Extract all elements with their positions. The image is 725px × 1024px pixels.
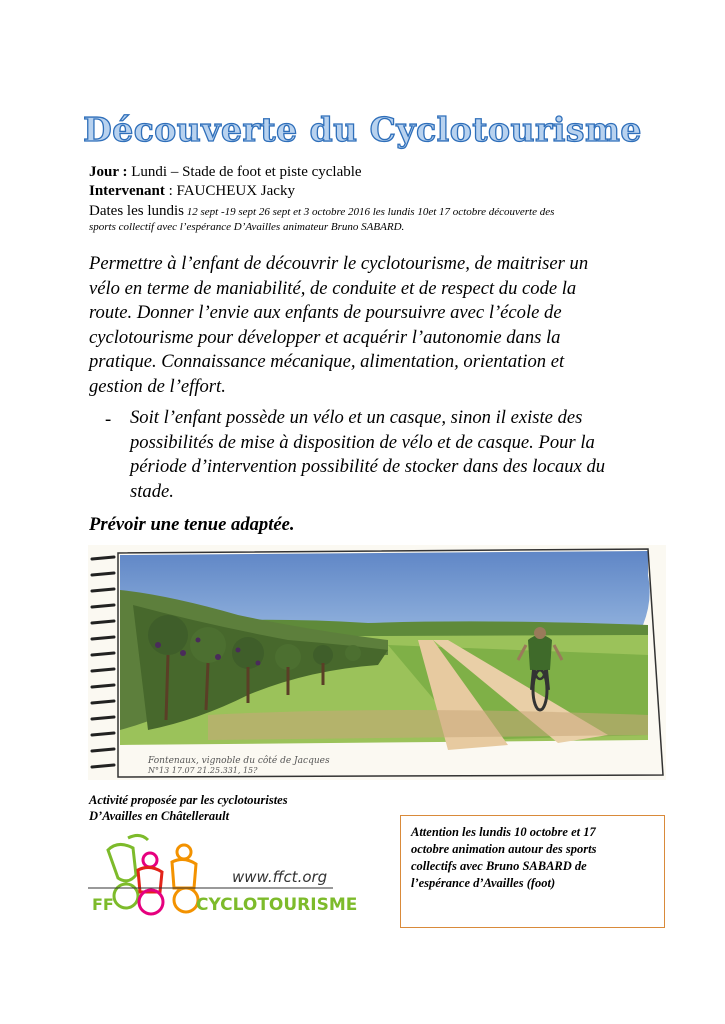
paragraph-line: gestion de l’effort.: [89, 375, 226, 397]
bullet-line: possibilités de mise à disposition de vélo et de casque. Pour la: [130, 431, 595, 453]
activity-note: [89, 792, 288, 824]
bullet-line: période d’intervention possibilité de stocker dans des locaux du: [130, 456, 606, 477]
notice-line: Attention les lundis 10 octobre et 17: [411, 825, 596, 839]
logo-ff: FF: [92, 895, 114, 914]
vineyard-painting: [88, 545, 666, 780]
bullet-text: [130, 406, 650, 504]
dates-label: Dates les lundis: [89, 203, 184, 219]
notice-line: collectifs avec Bruno SABARD de: [411, 859, 587, 873]
logo-url: www.ffct.org: [232, 868, 328, 886]
cyclists-icon: [108, 835, 198, 914]
bullet-marker: -: [105, 409, 112, 430]
paragraph-line: vélo en terme de maniabilité, de conduite et de respect du code la: [89, 277, 577, 299]
notice-box: [400, 815, 665, 928]
activity-line: D’Availles en Châtellerault: [89, 809, 230, 823]
paragraph-line: cyclotourisme pour développer et acquérir l’autonomie dans la: [89, 326, 561, 348]
prevoir-text: Prévoir une tenue adaptée.: [89, 514, 295, 535]
logo-name: CYCLOTOURISME: [196, 895, 358, 915]
notice-line: l’espérance d’Availles (foot): [411, 876, 556, 890]
intervenant-value: : FAUCHEUX Jacky: [164, 183, 295, 199]
jour-line: [89, 163, 362, 181]
intro-paragraph: [89, 252, 634, 399]
paragraph-line: route. Donner l’envie aux enfants de poursuivre avec l’école de: [89, 302, 562, 323]
notice-line: octobre animation autour des sports: [411, 842, 597, 856]
painting-caption: Fontenaux, vignoble du côté de Jacques: [148, 756, 330, 766]
painting-caption-2: N°13 17.07 21.25.331, 15?: [148, 766, 258, 775]
paragraph-line: Permettre à l’enfant de découvrir le cyclotourisme, de maitriser un: [89, 253, 589, 274]
dates-line: [89, 202, 554, 221]
bullet-line: Soit l’enfant possède un vélo et un casque, sinon il existe des: [130, 407, 583, 428]
intervenant-label: Intervenant: [89, 183, 165, 199]
dates-detail-2: sports collectif avec l’espérance D’Availles animateur Bruno SABARD.: [89, 221, 405, 233]
activity-line: Activité proposée par les cyclotouristes: [89, 793, 288, 807]
page-title: Découverte du Cyclotourisme: [83, 110, 642, 149]
dates-detail: 12 sept -19 sept 26 sept et 3 octobre 2016 les lundis 10et 17 octobre découverte des: [184, 206, 555, 218]
ffct-logo: [88, 830, 358, 922]
paragraph-line: pratique. Connaissance mécanique, alimentation, orientation et: [89, 351, 565, 372]
intervenant-line: [89, 182, 295, 200]
jour-label: Jour :: [89, 164, 128, 180]
jour-value: Lundi – Stade de foot et piste cyclable: [127, 164, 362, 180]
bullet-line: stade.: [130, 480, 174, 502]
